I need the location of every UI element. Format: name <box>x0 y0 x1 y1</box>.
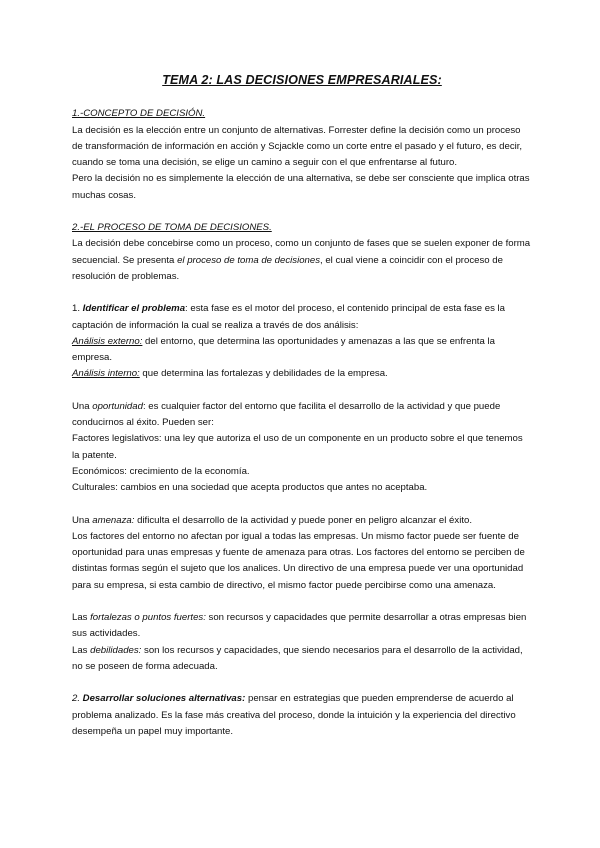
strengths-definition: Las fortalezas o puntos fuertes: son recursos y capacidades que permite desarrollar a otras empresas bien sus actividades. <box>72 612 527 640</box>
external-analysis-label: Análisis externo: <box>72 335 143 347</box>
external-analysis: Análisis externo: del entorno, que determina las oportunidades y amenazas a las que se enfrenta la empresa. <box>72 335 495 364</box>
internal-analysis: Análisis interno: que determina las fortalezas y debilidades de la empresa. <box>72 368 388 380</box>
opportunity-economic: Económicos: crecimiento de la economía. <box>72 465 250 477</box>
process-emphasis: el proceso de toma de decisiones <box>177 254 321 266</box>
internal-analysis-label: Análisis interno: <box>72 368 140 380</box>
step-2-paragraph: 2. Desarrollar soluciones alternativas: pensar en estrategias que pueden emprenderse de acuerdo al problema analizado. Es la fase más creativa del proceso, donde la intuición y la experiencia del directivo desempeña un papel muy importante. <box>72 693 516 737</box>
section-1-paragraph-2: Pero la decisión no es simplemente la elección de una alternativa, se debe ser consciente que implica otras muchas cosas. <box>72 173 530 201</box>
document-page <box>72 72 532 740</box>
opportunity-legislative: Factores legislativos: una ley que autoriza el uso de un componente en un producto sobre el que tenemos la patente. <box>72 433 523 461</box>
document-title: TEMA 2: LAS DECISIONES EMPRESARIALES: <box>162 73 442 87</box>
section-1-heading: 1.-CONCEPTO DE DECISIÓN. <box>72 108 206 120</box>
opportunity-definition: Una oportunidad: es cualquier factor del entorno que facilita el desarrollo de la actividad y que puede conducirnos al éxito. Pueden ser: <box>72 400 501 429</box>
opportunity-cultural: Culturales: cambios en una sociedad que acepta productos que antes no aceptaba. <box>72 482 428 494</box>
section-1-paragraph-1: La decisión es la elección entre un conjunto de alternativas. Forrester define la decisión como un proceso de transformación de información en acción y Scjackle como un corte entre el pasado y el futuro, es decir, cuando se toma una decisión, se elige un camino a seguir con el que enfrentarse al futuro. <box>72 124 523 169</box>
step-1-label: Identificar el problema <box>82 303 186 315</box>
step-2-label: Desarrollar soluciones alternativas: <box>82 693 246 705</box>
step-1-paragraph: 1. Identificar el problema: esta fase es el motor del proceso, el contenido principal de esta fase es la captación de información la cual se realiza a través de dos análisis: <box>72 303 506 331</box>
section-2-paragraph: La decisión debe concebirse como un proceso, como un conjunto de fases que se suelen exponer de forma secuencial. Se presenta el proceso de toma de decisiones, el cual viene a coincidir con el proceso de resolución de problemas. <box>72 238 531 282</box>
threat-definition: Una amenaza: dificulta el desarrollo de la actividad y puede poner en peligro alcanzar el éxito. <box>72 514 472 526</box>
weaknesses-definition: Las debilidades: son los recursos y capacidades, que siendo necesarios para el desarrollo de la actividad, no se poseen de forma adecuada. <box>72 644 523 672</box>
section-2-heading: 2.-EL PROCESO DE TOMA DE DECISIONES. <box>72 222 272 234</box>
threat-paragraph: Los factores del entorno no afectan por igual a todas las empresas. Un mismo factor puede ser fuente de oportunidad para unas empresas y fuente de amenaza para otras. Los factores del entorno se perciben de distintas formas según el sujeto que los analices. Un directivo de una empresa puede ver una oportunidad para su empresa, si esta cambio de directivo, el mismo factor puede percibirse como una amenaza. <box>72 530 525 591</box>
